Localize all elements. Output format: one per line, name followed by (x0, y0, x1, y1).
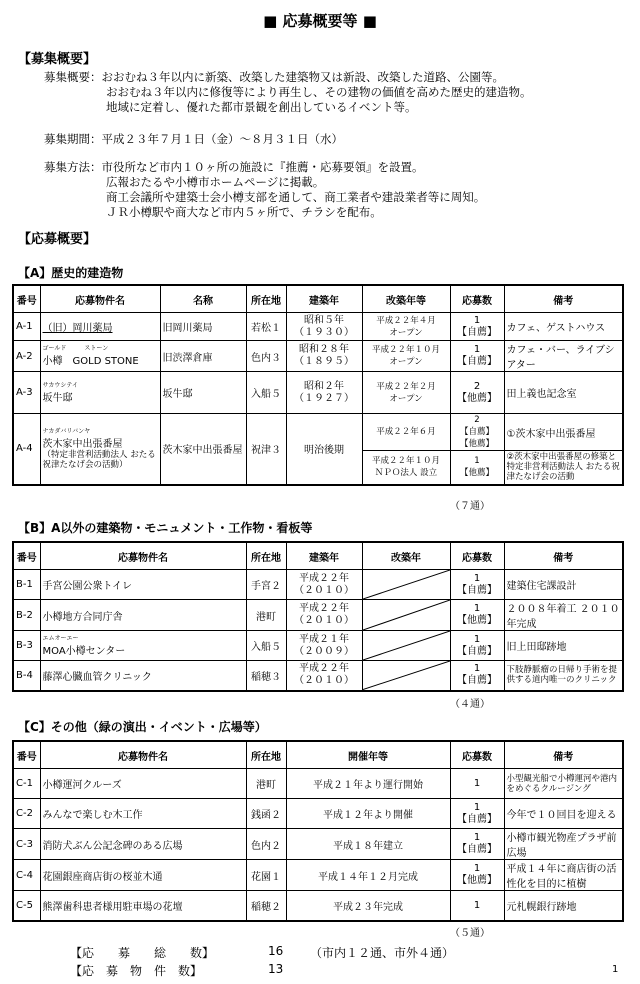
section-c-total: （５通） (450, 928, 490, 939)
overview-line: 地域に定着し、優れた都市景観を創出しているイベント等。 (106, 100, 417, 114)
row-renovation-empty (362, 661, 450, 691)
row-year: 平成１８年建立 (286, 829, 450, 860)
row-note: 旧上田邸跡地 (504, 631, 623, 661)
built-line: （２００９） (294, 645, 354, 657)
table-row (13, 631, 623, 661)
reno-line: 平成２２年２月 (376, 381, 436, 392)
row-ruby: ナカダバリバンヤ (42, 427, 91, 435)
section-c-table (12, 740, 624, 922)
row-no: A-1 (13, 313, 40, 341)
section-b-table (12, 541, 624, 692)
row-location: 若松１ (246, 313, 286, 341)
row-renovation (362, 313, 450, 341)
row-note: カフェ、ゲストハウス (504, 313, 623, 341)
method-line: 広報おたるや小樽市ホームページに掲載。 (106, 175, 325, 189)
built-line: 平成２２年 (299, 663, 349, 675)
count-line: 【自薦】 (457, 844, 497, 855)
row-note: ②茨木家中出張番屋の修築と特定非営利活動法人 おたる祝津たなげ会の活動 (504, 451, 623, 485)
count-line: 【自薦】 (457, 356, 497, 367)
header-cell: 建築年 (286, 285, 362, 313)
header-cell: 所在地 (246, 285, 286, 313)
reno-line: オープン (389, 357, 423, 367)
header-cell: 応募物件名 (40, 741, 246, 769)
row-count (450, 600, 504, 631)
summary-items-label: 【応 募 物 件 数】 (70, 964, 203, 978)
header-cell: 応募物件名 (40, 285, 160, 313)
row-renovation (362, 341, 450, 372)
overview-line: 募集概要：おおむね３年以内に新築、改築した建築物又は新設、改築した道路、公園等。 (44, 70, 504, 84)
section-a-title: 【A】歴史的建造物 (18, 266, 124, 280)
row-count (450, 631, 504, 661)
row-location: 入船５ (246, 631, 286, 661)
row-note: 元札幌銀行跡地 (504, 891, 623, 921)
table-row (13, 860, 623, 891)
count-line: 【自薦】 (457, 675, 497, 687)
row-renovation-empty (362, 570, 450, 600)
section-a-total: （７通） (450, 501, 490, 512)
count-line: 【他薦】 (459, 468, 494, 479)
row-count (450, 372, 504, 414)
row-built (286, 661, 362, 691)
header-cell: 開催年等 (286, 741, 450, 769)
count-line: 【他薦】 (457, 875, 497, 886)
count-line: 【自薦】 (457, 584, 497, 596)
table-header-row (13, 741, 623, 769)
built-line: 平成２１年 (299, 633, 349, 645)
row-name-text: MOA小樽センター (42, 645, 126, 657)
row-location: 色内３ (246, 341, 286, 372)
count-line: 2 (473, 380, 481, 392)
table-row (13, 829, 623, 860)
reno-line: 平成２２年１０月 (371, 345, 440, 355)
row-built (286, 313, 362, 341)
row-name2: 旧岡川薬局 (160, 313, 246, 341)
row-note: カフェ・バー、ライブシアター (504, 341, 623, 372)
table-header-row (13, 542, 623, 570)
row-location: 手宮２ (246, 570, 286, 600)
count-line: 1 (473, 314, 481, 326)
row-count (450, 414, 504, 451)
table-row (13, 769, 623, 799)
row-location: 色内２ (246, 829, 286, 860)
row-ruby: ゴールド ストーン (42, 345, 109, 352)
count-line: 【自薦】 (457, 813, 497, 825)
table-row (13, 600, 623, 631)
overview-line: おおむね３年以内に修復等により再生し、その建物の価値を高めた歴史的建造物。 (106, 85, 532, 99)
count-line: 1 (473, 832, 481, 843)
built-line: （２０１０） (294, 584, 354, 596)
reno-line: 平成２２年４月 (376, 315, 436, 326)
count-line: 1 (473, 801, 481, 813)
page-title: ■ 応募概要等 ■ (263, 12, 377, 30)
header-cell: 応募物件名 (40, 542, 246, 570)
row-count (450, 451, 504, 485)
row-location: 港町 (246, 769, 286, 799)
row-no: A-3 (13, 372, 40, 414)
built-line: （２０１０） (294, 615, 354, 626)
row-no: C-3 (13, 829, 40, 860)
built-line: 平成２２年 (299, 572, 349, 584)
row-ruby: エムオーエー (42, 634, 79, 642)
method-line: 募集方法：市役所など市内１０ヶ所の施設に『推薦・応募要領』を設置。 (44, 160, 424, 174)
row-built: 明治後期 (286, 414, 362, 485)
row-name (40, 414, 160, 485)
row-name (40, 372, 160, 414)
row-count (450, 860, 504, 891)
row-name: 熊澤歯科患者様用駐車場の花壇 (40, 891, 246, 921)
table-row (13, 799, 623, 829)
row-name: 小樽運河クルーズ (40, 769, 246, 799)
header-cell: 応募数 (450, 285, 504, 313)
row-no: B-1 (13, 570, 40, 600)
row-note: 下肢静脈瘤の日帰り手術を提供する道内唯一のクリニック (504, 661, 623, 691)
count-line: 1 (473, 572, 481, 584)
table-row (13, 313, 623, 341)
row-renovation-empty (362, 631, 450, 661)
row-note: 平成１４年に商店街の活性化を目的に植樹 (504, 860, 623, 891)
row-count (450, 341, 504, 372)
row-year: 平成２１年より運行開始 (286, 769, 450, 799)
built-line: 平成２２年 (299, 603, 349, 614)
reno-line: ＮＰＯ法人 設立 (374, 468, 438, 479)
row-location: 入船５ (246, 372, 286, 414)
count-line: 2 (474, 415, 480, 425)
row-note: 小型観光船で小樽運河や港内をめぐるクルージング (504, 769, 623, 799)
table-row (13, 414, 623, 451)
count-line: 1 (473, 344, 481, 355)
row-built (286, 600, 362, 631)
page-number: 1 (612, 964, 619, 975)
count-line: 【他薦】 (457, 392, 497, 404)
row-location: 銭函２ (246, 799, 286, 829)
reno-line: オープン (389, 393, 423, 404)
row-no: B-2 (13, 600, 40, 631)
row-name: 花園銀座商店街の桜並木通 (40, 860, 246, 891)
row-count: 1 (450, 891, 504, 921)
row-name: みんなで楽しむ木工作 (40, 799, 246, 829)
row-no: B-4 (13, 661, 40, 691)
row-no: C-4 (13, 860, 40, 891)
built-line: 昭和２年 (304, 380, 344, 392)
row-name: 手宮公園公衆トイレ (40, 570, 246, 600)
header-cell: 番号 (13, 741, 40, 769)
row-year: 平成２３年完成 (286, 891, 450, 921)
header-cell: 応募数 (450, 741, 504, 769)
reno-line: オープン (389, 327, 423, 338)
row-count (450, 829, 504, 860)
summary-total-label: 【応 募 総 数】 (70, 946, 215, 960)
row-name-text: （旧）岡川薬局 (42, 323, 113, 334)
table-row (13, 891, 623, 921)
row-location: 稲穂２ (246, 891, 286, 921)
table-row (13, 570, 623, 600)
header-cell: 備考 (504, 285, 623, 313)
count-line: 1 (473, 663, 481, 675)
table-row (13, 661, 623, 691)
row-name-text: 小樽 GOLD STONE (42, 356, 139, 367)
row-no: B-3 (13, 631, 40, 661)
built-line: （２０１０） (294, 675, 354, 687)
row-name (40, 631, 246, 661)
recruit-heading: 【募集概要】 (18, 52, 97, 67)
row-name-text: 坂牛邸 (42, 392, 73, 404)
row-name: 小樽地方合同庁舎 (40, 600, 246, 631)
header-cell: 建築年 (286, 542, 362, 570)
row-no: C-2 (13, 799, 40, 829)
built-line: （１９２７） (294, 392, 354, 404)
reno-line: 平成２２年１０月 (371, 456, 440, 467)
count-line: 【他薦】 (459, 439, 494, 449)
row-renovation (362, 451, 450, 485)
row-year: 平成１４年１２月完成 (286, 860, 450, 891)
row-name2: 旧渋澤倉庫 (160, 341, 246, 372)
section-a-table (12, 284, 624, 486)
row-count: 1 (450, 769, 504, 799)
row-built (286, 631, 362, 661)
row-name-text: 茨木家中出張番屋 (42, 438, 123, 450)
row-note: 小樽市観光物産プラザ前広場 (504, 829, 623, 860)
method-line: 商工会議所や建築士会小樽支部を通して、商工業者や建設業者等に周知。 (106, 190, 486, 204)
row-name2: 坂牛邸 (160, 372, 246, 414)
count-line: 1 (474, 456, 480, 467)
recruit-overview (44, 70, 532, 115)
row-renovation (362, 372, 450, 414)
method-line: ＪＲ小樽駅や商大など市内５ヶ所で、チラシを配布。 (106, 205, 382, 219)
header-cell: 改築年等 (362, 285, 450, 313)
row-location: 花園１ (246, 860, 286, 891)
built-line: （１９３０） (294, 326, 354, 338)
row-note: ①茨木家中出張番屋 (504, 414, 623, 451)
row-count (450, 313, 504, 341)
header-cell: 所在地 (246, 741, 286, 769)
header-cell: 応募数 (450, 542, 504, 570)
row-renovation-empty (362, 600, 450, 631)
row-ruby: サカウシテイ (42, 381, 78, 389)
table-header-row (13, 285, 623, 313)
row-count (450, 570, 504, 600)
table-row (13, 341, 623, 372)
row-name (40, 341, 160, 372)
header-cell: 名称 (160, 285, 246, 313)
row-name2: 茨木家中出張番屋 (160, 414, 246, 485)
row-location: 港町 (246, 600, 286, 631)
row-built (286, 570, 362, 600)
row-name: 消防犬ぶん公記念碑のある広場 (40, 829, 246, 860)
built-line: 昭和５年 (304, 314, 344, 326)
header-cell: 改築年 (362, 542, 450, 570)
built-line: （１８９５） (294, 356, 354, 367)
row-no: C-5 (13, 891, 40, 921)
row-renovation: 平成２２年６月 (362, 414, 450, 451)
header-cell: 番号 (13, 542, 40, 570)
row-location: 稲穂３ (246, 661, 286, 691)
row-note: 建築住宅課設計 (504, 570, 623, 600)
summary-total-value: 16 (268, 944, 284, 958)
table-row (13, 372, 623, 414)
summary-total-detail: （市内１２通、市外４通） (310, 946, 455, 960)
row-built (286, 341, 362, 372)
header-cell: 備考 (504, 741, 623, 769)
row-name: 藤澤心臓血管クリニック (40, 661, 246, 691)
recruit-period: 募集期間：平成２３年７月１日（金）～８月３１日（水） (44, 132, 343, 146)
row-note: 今年で１０回目を迎える (504, 799, 623, 829)
row-no: C-1 (13, 769, 40, 799)
row-built (286, 372, 362, 414)
count-line: 【他薦】 (457, 615, 497, 626)
row-note: ２００８年着工 ２０１０年完成 (504, 600, 623, 631)
count-line: 1 (473, 603, 481, 614)
count-line: 【自薦】 (457, 326, 497, 338)
header-cell: 備考 (504, 542, 623, 570)
row-no: A-2 (13, 341, 40, 372)
row-note: 田上義也記念室 (504, 372, 623, 414)
section-c-title: 【C】その他（緑の演出・イベント・広場等） (18, 720, 267, 734)
recruit-method (44, 160, 485, 220)
header-cell: 所在地 (246, 542, 286, 570)
row-year: 平成１２年より開催 (286, 799, 450, 829)
count-line: 1 (473, 863, 481, 874)
row-name (40, 313, 160, 341)
section-b-title: 【B】A以外の建築物・モニュメント・工作物・看板等 (18, 521, 313, 535)
apply-heading: 【応募概要】 (18, 232, 97, 247)
count-line: 【自薦】 (459, 427, 494, 437)
row-no: A-4 (13, 414, 40, 485)
built-line: 昭和２８年 (299, 344, 349, 355)
count-line: 【自薦】 (457, 645, 497, 657)
row-location: 祝津３ (246, 414, 286, 485)
count-line: 1 (473, 633, 481, 645)
summary-items-value: 13 (268, 962, 284, 976)
header-cell: 番号 (13, 285, 40, 313)
row-name-sub: （特定非営利活動法人 おたる祝津たなげ会の活動） (42, 449, 156, 470)
section-b-total: （４通） (450, 699, 490, 710)
row-count (450, 661, 504, 691)
row-count (450, 799, 504, 829)
